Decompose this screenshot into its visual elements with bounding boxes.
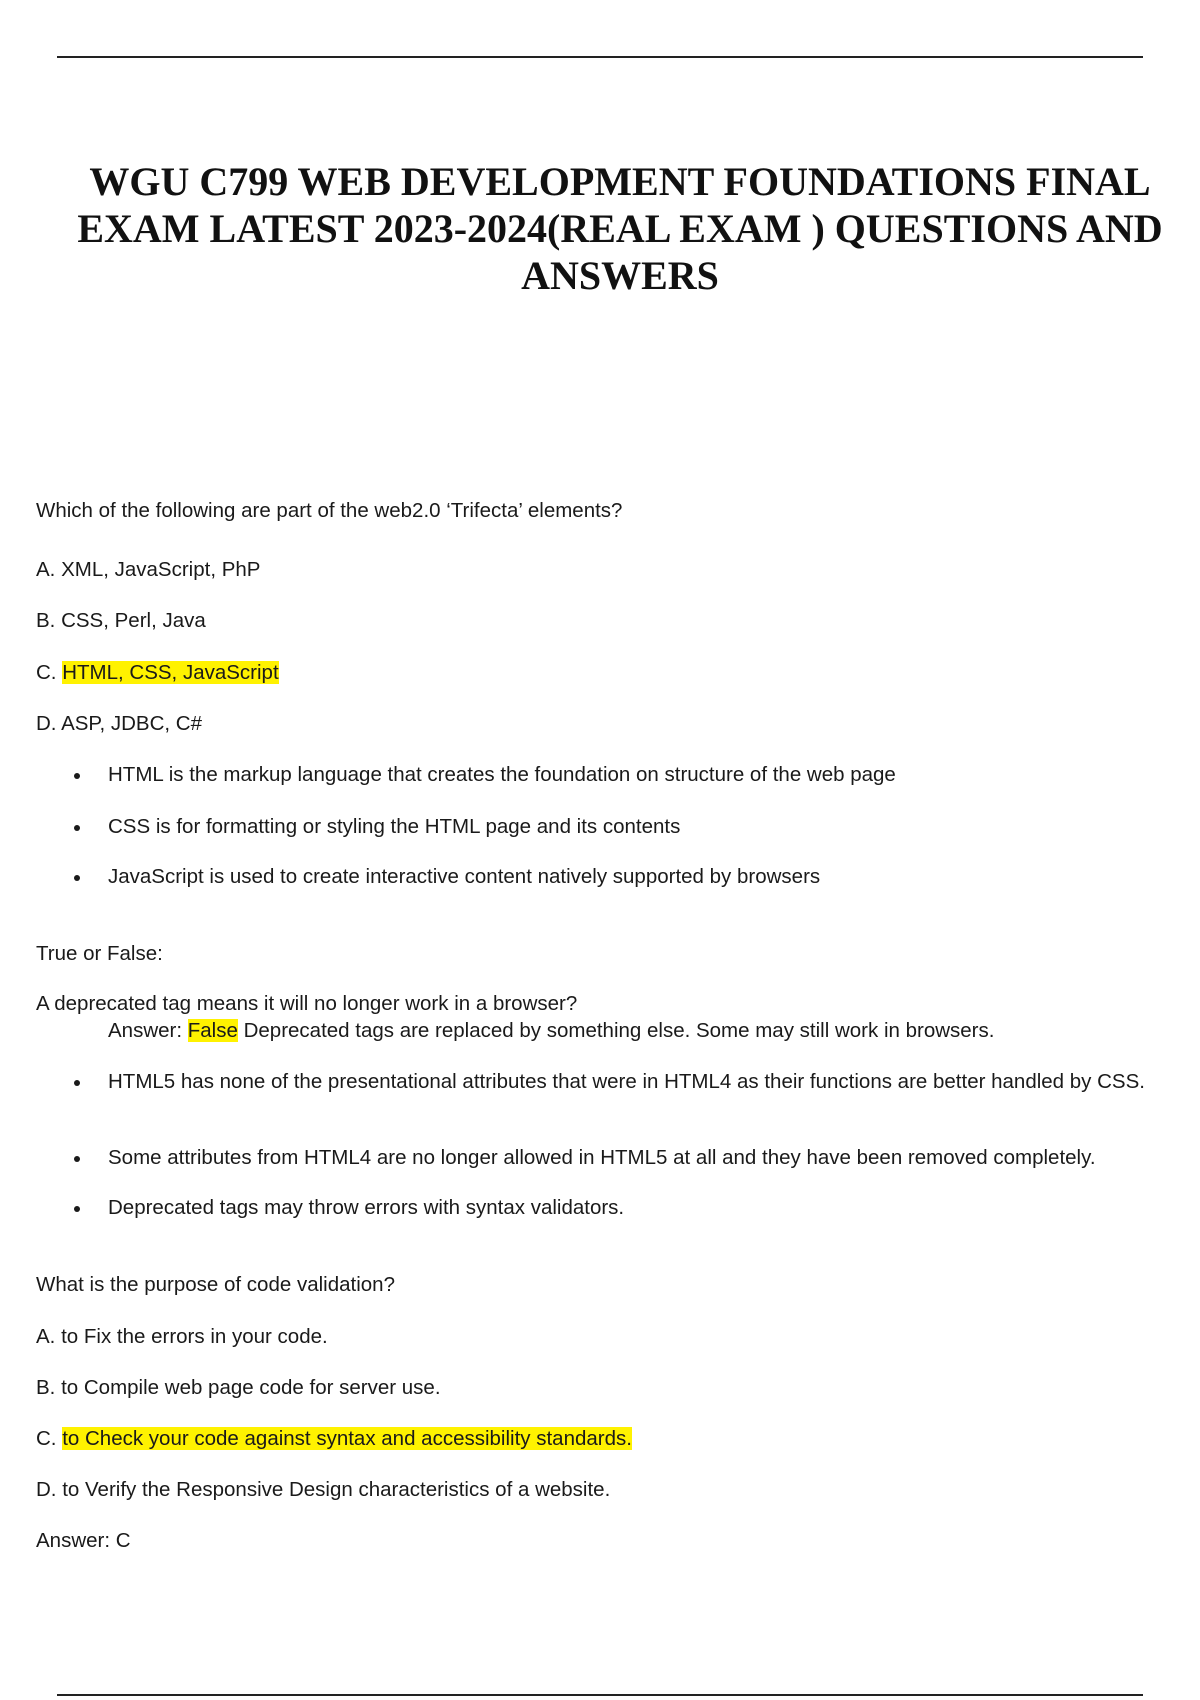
q1-bullet-2: CSS is for formatting or styling the HTML page and its contents: [108, 815, 681, 838]
q1-question: Which of the following are part of the web2.0 ‘Trifecta’ elements?: [36, 499, 623, 522]
q1-option-d: [36, 711, 202, 737]
option-prefix: A.: [36, 558, 62, 581]
highlighted-answer-value: False: [187, 1019, 238, 1042]
q2-question: A deprecated tag means it will no longer work in a browser?: [36, 992, 578, 1015]
option-text: to Verify the Responsive Design characteristics of a website.: [62, 1478, 611, 1501]
q2-bullet-1: HTML5 has none of the presentational attributes that were in HTML4 as their functions are better handled by CSS.: [108, 1070, 1145, 1093]
option-prefix: C.: [36, 1427, 63, 1450]
bullet-icon: [74, 1206, 80, 1212]
bullet-icon: [74, 773, 80, 779]
bullet-icon: [74, 875, 80, 881]
option-text: XML, JavaScript, PhP: [61, 558, 261, 581]
q1-option-c: [36, 660, 279, 686]
top-rule: [57, 56, 1143, 58]
q3-option-b: [36, 1375, 441, 1401]
bullet-icon: [74, 825, 80, 831]
q3-question: What is the purpose of code validation?: [36, 1273, 395, 1296]
q3-option-a: [36, 1324, 328, 1350]
option-prefix: D.: [36, 712, 62, 735]
bullet-icon: [74, 1156, 80, 1162]
q2-answer: [108, 1018, 994, 1044]
highlighted-correct-answer: HTML, CSS, JavaScript: [62, 661, 279, 684]
option-text: to Fix the errors in your code.: [61, 1325, 328, 1348]
q1-option-a: [36, 557, 260, 583]
highlighted-correct-answer: to Check your code against syntax and accessibility standards.: [62, 1427, 632, 1450]
option-prefix: A.: [36, 1325, 62, 1348]
q2-bullet-2: Some attributes from HTML4 are no longer allowed in HTML5 at all and they have been removed completely.: [108, 1146, 1096, 1169]
bottom-rule: [57, 1694, 1143, 1696]
q2-label: True or False:: [36, 942, 163, 965]
option-prefix: B.: [36, 609, 62, 632]
option-text: CSS, Perl, Java: [61, 609, 206, 632]
option-text: to Compile web page code for server use.: [61, 1376, 441, 1399]
q3-answer: Answer: C: [36, 1529, 131, 1552]
document-title: WGU C799 WEB DEVELOPMENT FOUNDATIONS FINAL EXAM LATEST 2023-2024(REAL EXAM ) QUESTIONS AND ANSWERS: [77, 159, 1163, 298]
option-prefix: D.: [36, 1478, 63, 1501]
q1-bullet-3: JavaScript is used to create interactive content natively supported by browsers: [108, 865, 821, 888]
q3-option-d: [36, 1477, 610, 1503]
q1-option-b: [36, 608, 206, 634]
q3-option-c: [36, 1426, 632, 1452]
option-prefix: C.: [36, 661, 63, 684]
option-text: ASP, JDBC, C#: [61, 712, 202, 735]
q2-bullet-3: Deprecated tags may throw errors with syntax validators.: [108, 1196, 625, 1219]
q1-bullet-1: HTML is the markup language that creates the foundation on structure of the web page: [108, 763, 896, 786]
answer-explanation: Deprecated tags are replaced by something else. Some may still work in browsers.: [237, 1019, 995, 1042]
bullet-icon: [74, 1080, 80, 1086]
answer-prefix: Answer:: [108, 1019, 188, 1042]
option-prefix: B.: [36, 1376, 62, 1399]
